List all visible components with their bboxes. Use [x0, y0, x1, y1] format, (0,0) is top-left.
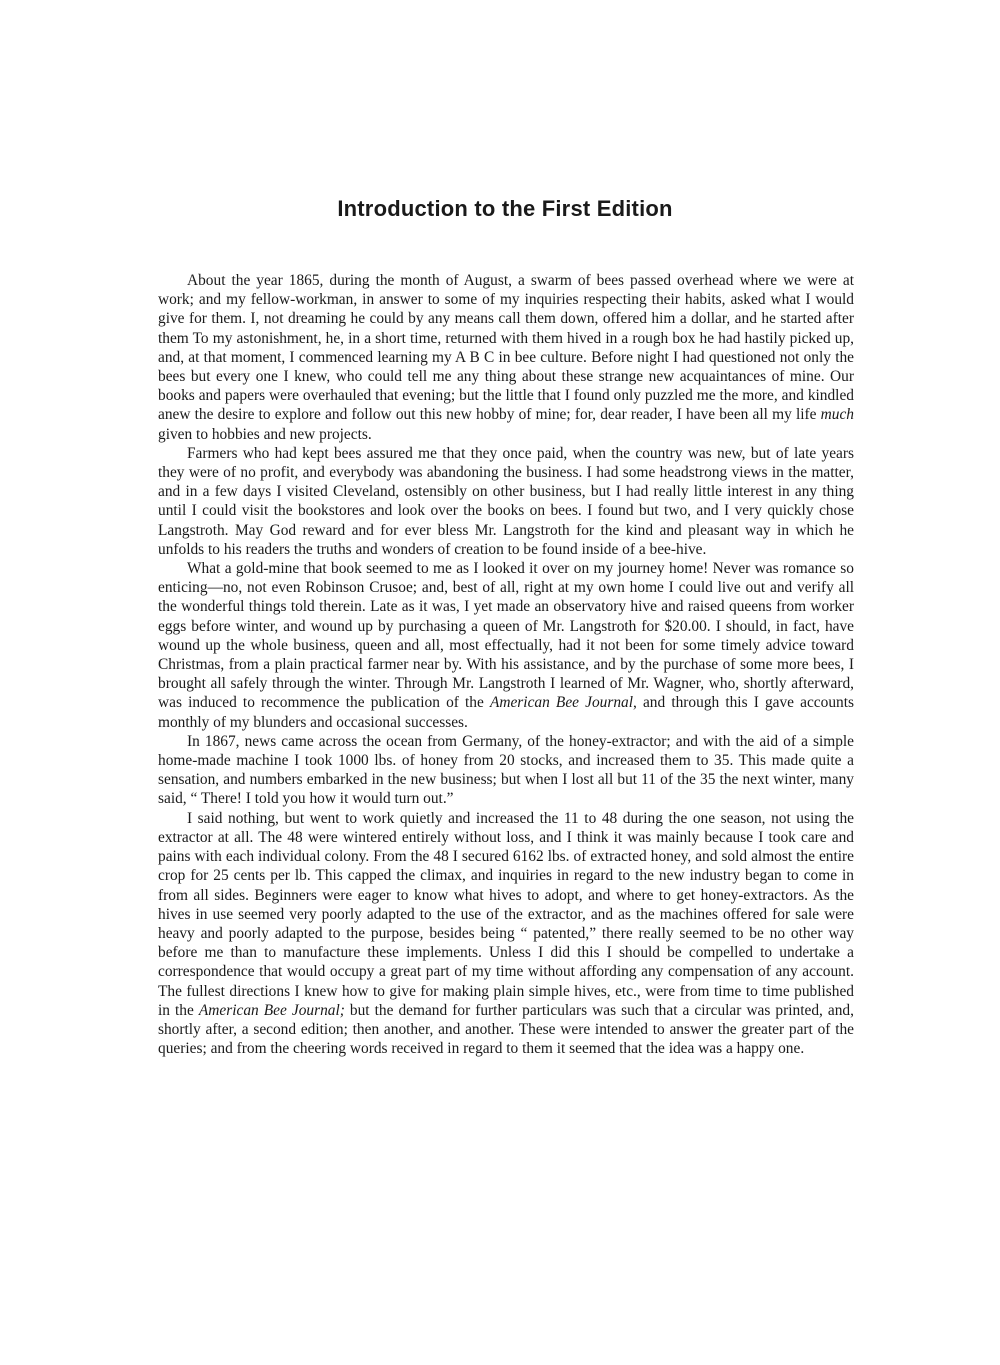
body-text — [158, 271, 854, 1058]
paragraph — [158, 559, 854, 732]
paragraph-italic-text: American Bee Journal; — [198, 1001, 345, 1019]
paragraph — [158, 444, 854, 559]
paragraph-italic-text: American Bee Journal — [489, 694, 633, 712]
paragraph-text: In 1867, news came across the ocean from Germany, of the honey-extractor; and with the aid of a simple home-made machine I took 1000 lbs. of honey from 20 stocks, and increased them to 35. This made quite a sensation, and numbers embarked in the new business; but when I lost all but 11 of the 35 the next winter, many said, “ There! I told you how it would turn out.” — [158, 732, 854, 808]
paragraph-text: but the demand for further particulars was such that a circular was printed, and, shortly after, a second edition; then another, and another. These were intended to answer the greater part of the queries; and from the cheering words received in regard to them it seemed that the idea was a happy one. — [158, 1001, 854, 1058]
paragraph — [158, 271, 854, 444]
paragraph — [158, 732, 854, 809]
paragraph-text: What a gold-mine that book seemed to me as I looked it over on my journey home! Never was romance so enticing—no, not even Robinson Crusoe; and, best of all, right at my own home I could live out and verify all the wonderful things told therein. Late as it was, I yet made an observatory hive and raised queens from worker eggs before winter, and wound up by purchasing a queen of Mr. Langstroth for $20.00. I should, in fact, have wound up the whole business, queen and all, most effectually, had it not been for some timely advice toward Christmas, from a plain practical farmer near by. With his assistance, and by the purchase of some more bees, I brought all safely through the winter. Through Mr. Langstroth I learned of Mr. Wagner, who, shortly afterward, was induced to recommence the publication of the — [158, 560, 854, 712]
paragraph-text: given to hobbies and new projects. — [158, 425, 372, 443]
paragraph-text: About the year 1865, during the month of August, a swarm of bees passed overhead where we were at work; and my fellow-workman, in answer to some of my inquiries respecting their habits, asked what I would give for them. I, not dreaming he could by any means call them down, offered him a dollar, and he started after them To my astonishment, he, in a short time, returned with them hived in a rough box he had hastily picked up, and, at that moment, I commenced learning my A B C in bee culture. Before night I had questioned not only the bees but every one I knew, who could tell me any thing about these strange new acquaintances of mine. Our books and papers were overhauled that evening; but the little that I found only puzzled me the more, and kindled anew the desire to explore and follow out this new hobby of mine; for, dear reader, I have been all my life — [158, 272, 854, 424]
paragraph-text: , and through this I gave accounts monthly of my blunders and occasional successes. — [158, 694, 854, 731]
paragraph-text: Farmers who had kept bees assured me that they once paid, when the country was new, but of late years they were of no profit, and everybody was abandoning the business. I had some headstrong views in the matter, and in a few days I visited Cleveland, ostensibly on other business, but I had really little interest in any thing until I could visit the bookstores and look over the books on bees. I found but two, and I very quickly chose Langstroth. May God reward and for ever bless Mr. Langstroth for the kind and pleasant way in which he unfolds to his readers the truths and wonders of creation to be found inside of a bee-hive. — [158, 444, 854, 558]
paragraph — [158, 809, 854, 1059]
page-title: Introduction to the First Edition — [337, 196, 673, 221]
paragraph-italic-text: much — [820, 406, 854, 424]
paragraph-text: I said nothing, but went to work quietly and increased the 11 to 48 during the one season, not using the extractor at all. The 48 were wintered entirely without loss, and I think it was mainly because I took care and pains with each individual colony. From the 48 I secured 6162 lbs. of extracted honey, and sold almost the entire crop for 25 cents per lb. This capped the climax, and inquiries in regard to the new industry began to come in from all sides. Beginners were eager to know what hives to adopt, and where to get honey-extractors. As the hives in use seemed very poorly adapted to the use of the extractor, and as the machines offered for sale were heavy and poorly adapted to the purpose, besides being “ patented,” there really seemed to be no other way before me than to manufacture these implements. Unless I did this I should be compelled to undertake a correspondence that would occupy a great part of my time without affording any compensation of any account. The fullest directions I knew how to give for making plain simple hives, etc., were from time to time published in the — [158, 809, 854, 1019]
